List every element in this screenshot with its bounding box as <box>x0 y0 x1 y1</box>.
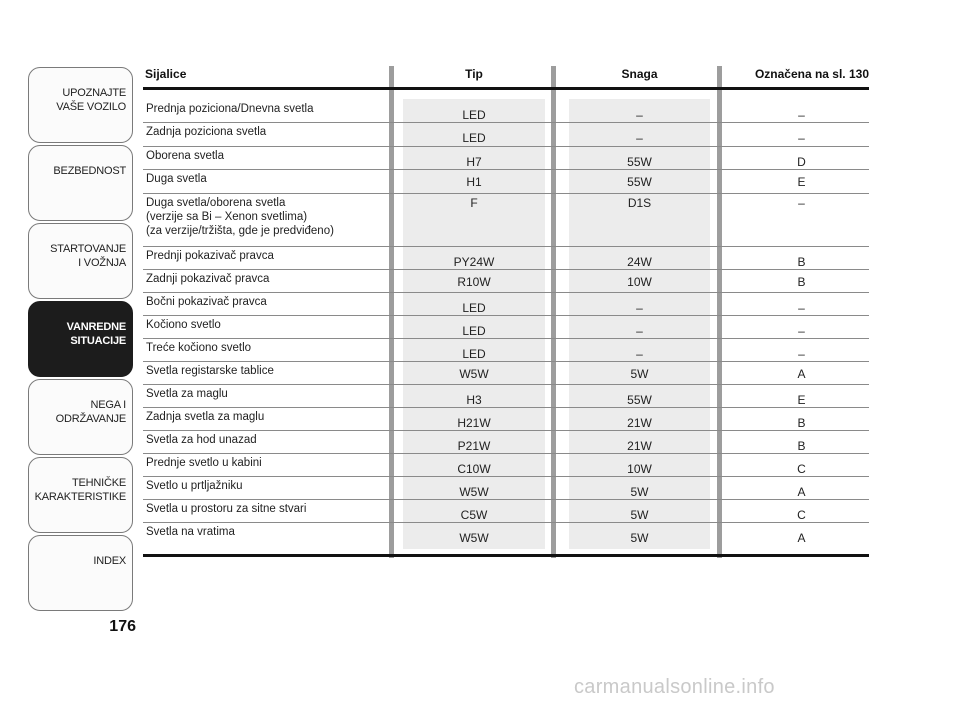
row-tip: LED <box>462 347 486 361</box>
row-snaga: 5W <box>630 508 649 522</box>
row-separator <box>143 361 869 362</box>
row-snaga: – <box>636 347 643 361</box>
row-name: Prednja poziciona/Dnevna svetla <box>146 103 314 115</box>
row-separator <box>143 476 869 477</box>
row-tip: C10W <box>457 462 491 476</box>
row-name: Zadnji pokazivač pravca <box>146 273 270 285</box>
row-name: Svetla na vratima <box>146 526 235 538</box>
row-separator <box>143 430 869 431</box>
row-snaga: 55W <box>627 175 652 189</box>
row-snaga: 24W <box>627 255 652 269</box>
row-tip: H3 <box>466 393 482 407</box>
row-oznacena: B <box>797 416 806 430</box>
table-bottom-rule <box>143 554 869 557</box>
row-oznacena: A <box>797 367 806 381</box>
row-oznacena: – <box>798 347 805 361</box>
watermark: carmanualsonline.info <box>574 676 775 698</box>
row-separator <box>143 407 869 408</box>
row-tip: C5W <box>460 508 488 522</box>
column-divider <box>551 66 556 558</box>
row-oznacena: – <box>798 324 805 338</box>
row-snaga: 5W <box>630 531 649 545</box>
column-divider <box>717 66 722 558</box>
row-separator <box>143 292 869 293</box>
column-divider <box>389 66 394 558</box>
row-name: Svetla u prostoru za sitne stvari <box>146 503 307 515</box>
row-snaga: – <box>636 324 643 338</box>
row-separator <box>143 146 869 147</box>
tab-vanredne-situacije[interactable] <box>28 301 133 377</box>
row-oznacena: B <box>797 275 806 289</box>
row-name: Prednji pokazivač pravca <box>146 250 274 262</box>
header-snaga: Snaga <box>621 67 658 81</box>
tab-nega-i-odrzavanje[interactable] <box>28 379 133 455</box>
row-name: Kočiono svetlo <box>146 319 221 331</box>
row-name: Treće kočiono svetlo <box>146 342 252 354</box>
tab-label: TEHNIČKE KARAKTERISTIKE <box>34 477 126 503</box>
row-snaga: – <box>636 108 643 122</box>
row-separator <box>143 315 869 316</box>
row-snaga: – <box>636 301 643 315</box>
row-tip: P21W <box>457 439 491 453</box>
tab-label: INDEX <box>93 555 126 567</box>
row-separator <box>143 246 869 247</box>
header-tip: Tip <box>465 67 483 81</box>
row-separator <box>143 169 869 170</box>
row-separator <box>143 193 869 194</box>
row-name: Duga svetla <box>146 173 207 185</box>
tab-label: STARTOVANJE I VOŽNJA <box>50 243 126 269</box>
tab-index[interactable] <box>28 535 133 611</box>
tab-upoznajte-vase-vozilo[interactable] <box>28 67 133 143</box>
row-separator <box>143 269 869 270</box>
row-name: Bočni pokazivač pravca <box>146 296 267 308</box>
row-separator <box>143 122 869 123</box>
row-oznacena: – <box>798 301 805 315</box>
row-tip: LED <box>462 131 486 145</box>
row-oznacena: B <box>797 255 806 269</box>
tab-label: NEGA I ODRŽAVANJE <box>55 399 126 425</box>
row-tip: H1 <box>466 175 482 189</box>
row-tip: H7 <box>466 155 482 169</box>
row-name: Zadnja svetla za maglu <box>146 411 265 423</box>
tab-label: UPOZNAJTE VAŠE VOZILO <box>56 87 126 113</box>
row-oznacena: C <box>797 508 806 522</box>
row-snaga: 21W <box>627 439 652 453</box>
page-number: 176 <box>109 618 136 635</box>
tab-bezbednost[interactable] <box>28 145 133 221</box>
row-separator <box>143 384 869 385</box>
row-oznacena: D <box>797 155 806 169</box>
tab-startovanje-i-voznja[interactable] <box>28 223 133 299</box>
row-oznacena: B <box>797 439 806 453</box>
row-tip: LED <box>462 108 486 122</box>
row-tip: W5W <box>459 531 489 545</box>
row-name: Svetla za hod unazad <box>146 434 257 446</box>
row-tip: F <box>470 196 478 210</box>
row-snaga: – <box>636 131 643 145</box>
tab-label: BEZBEDNOST <box>53 165 126 177</box>
row-oznacena: A <box>797 531 806 545</box>
row-snaga: 55W <box>627 155 652 169</box>
row-tip: H21W <box>457 416 491 430</box>
row-name: Svetlo u prtljažniku <box>146 480 243 492</box>
row-separator <box>143 522 869 523</box>
row-snaga: D1S <box>627 196 652 210</box>
row-oznacena: – <box>798 131 805 145</box>
row-tip: W5W <box>459 367 489 381</box>
row-name: Oborena svetla <box>146 150 224 162</box>
row-snaga: 21W <box>627 416 652 430</box>
row-snaga: 10W <box>627 275 652 289</box>
tab-label: VANREDNE SITUACIJE <box>66 321 126 347</box>
header-rule <box>143 87 869 90</box>
row-snaga: 5W <box>630 367 649 381</box>
row-oznacena: – <box>798 108 805 122</box>
row-tip: W5W <box>459 485 489 499</box>
row-tip: LED <box>462 301 486 315</box>
row-tip: R10W <box>457 275 491 289</box>
row-oznacena: C <box>797 462 806 476</box>
row-snaga: 10W <box>627 462 652 476</box>
row-separator <box>143 453 869 454</box>
row-name: Svetla registarske tablice <box>146 365 274 377</box>
row-name: Duga svetla/oborena svetla (verzije sa Bi – Xenon svetlima) (za verzije/tržišta, gde je predviđeno) <box>146 197 334 237</box>
row-oznacena: E <box>797 393 806 407</box>
row-snaga: 55W <box>627 393 652 407</box>
header-sijalice: Sijalice <box>145 67 187 81</box>
row-name: Prednje svetlo u kabini <box>146 457 262 469</box>
row-snaga: 5W <box>630 485 649 499</box>
row-oznacena: E <box>797 175 806 189</box>
row-separator <box>143 338 869 339</box>
row-oznacena: – <box>798 196 805 210</box>
header-oznacena: Označena na sl. 130 <box>754 67 869 81</box>
tab-tehnicke-karakteristike[interactable] <box>28 457 133 533</box>
row-tip: LED <box>462 324 486 338</box>
row-separator <box>143 499 869 500</box>
row-name: Svetla za maglu <box>146 388 228 400</box>
row-name: Zadnja poziciona svetla <box>146 126 267 138</box>
row-tip: PY24W <box>453 255 495 269</box>
row-oznacena: A <box>797 485 806 499</box>
